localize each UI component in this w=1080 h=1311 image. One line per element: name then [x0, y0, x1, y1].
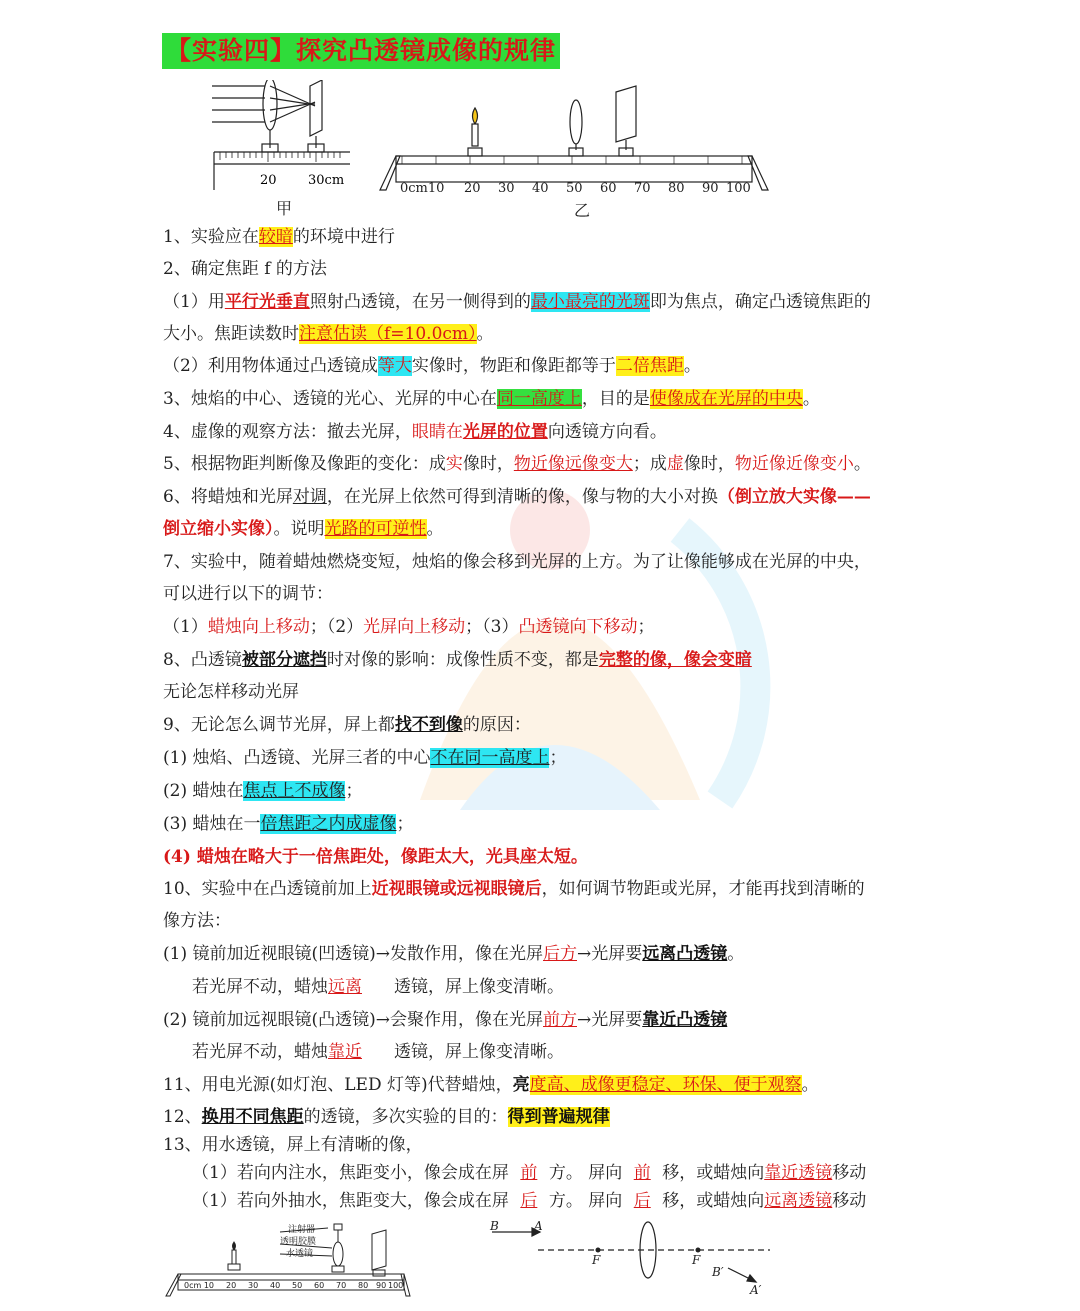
line-27: 11、用电光源(如灯泡、LED 灯等)代替蜡烛，亮度高、成像更稳定、环保、便于观察。: [163, 1075, 819, 1095]
bench-label-water-lens: 水透镜: [286, 1249, 314, 1259]
ray-label-b-prime: B′: [712, 1265, 724, 1279]
ray-label-a-prime: A′: [750, 1283, 762, 1297]
ray-label-b: B: [490, 1219, 499, 1233]
line-19: (3) 蜡烛在一倍焦距之内成虚像；: [163, 814, 414, 834]
bench-ruler-60: 60: [314, 1281, 325, 1290]
bench-ruler-20: 20: [226, 1281, 237, 1290]
ray-label-f-left: F: [592, 1253, 601, 1267]
figure-jia-diagram: [210, 80, 360, 195]
line-23: (1) 镜前加近视眼镜(凹透镜)→发散作用，像在光屏后方→光屏要远离凸透镜。: [163, 944, 745, 964]
line-25: (2) 镜前加远视眼镜(凸透镜)→会聚作用，像在光屏前方→光屏要靠近凸透镜: [163, 1010, 728, 1030]
jia-ruler-label-30: 30cm: [308, 173, 345, 188]
line-31: （1）若向外抽水，焦距变大，像会成在屏 后 方。 屏向 后 移，或蜡烛向远离透镜移动: [192, 1191, 867, 1211]
line-16: 9、无论怎么调节光屏，屏上都找不到像的原因：: [163, 715, 531, 735]
yi-ruler-label-40: 40: [532, 181, 549, 196]
line-17: (1) 烛焰、凸透镜、光屏三者的中心不在同一高度上；: [163, 748, 567, 768]
line-8: 5、根据物距判断像及像距的变化：成实像时，物近像远像变大；成虚像时，物近像近像变小。: [163, 454, 871, 474]
line-9: 6、将蜡烛和光屏对调，在光屏上依然可得到清晰的像，像与物的大小对换（倒立放大实像——: [163, 487, 871, 507]
line-30: （1）若向内注水，焦距变小，像会成在屏 前 方。 屏向 前 移，或蜡烛向靠近透镜移动: [192, 1163, 867, 1183]
line-24: 若光屏不动，蜡烛远离 透镜，屏上像变清晰。: [192, 977, 564, 997]
line-15: 无论怎样移动光屏: [163, 682, 299, 702]
bench-ruler-70: 70: [336, 1281, 347, 1290]
figure-water-lens-bench: [162, 1220, 412, 1300]
line-21: 10、实验中在凸透镜前加上近视眼镜或远视眼镜后，如何调节物距或光屏，才能再找到清晰的: [163, 879, 865, 899]
bench-ruler-80: 80: [358, 1281, 369, 1290]
line-1: 1、实验应在较暗的环境中进行: [163, 227, 395, 247]
yi-ruler-label-100: 100: [726, 181, 751, 196]
yi-ruler-label-60: 60: [600, 181, 617, 196]
ray-label-a: A: [534, 1219, 543, 1233]
bench-ruler-30: 30: [248, 1281, 259, 1290]
line-12: 可以进行以下的调节：: [163, 584, 333, 604]
line-11: 7、实验中，随着蜡烛燃烧变短，烛焰的像会移到光屏的上方。为了让像能够成在光屏的中央，: [163, 552, 871, 572]
line-18: (2) 蜡烛在焦点上不成像；: [163, 781, 363, 801]
yi-ruler-label-50: 50: [566, 181, 583, 196]
bench-ruler-40: 40: [270, 1281, 281, 1290]
figure-yi-diagram: [378, 82, 778, 197]
line-20: (4) 蜡烛在略大于一倍焦距处，像距太大，光具座太短。: [163, 847, 588, 867]
line-4: 大小。焦距读数时注意估读（f=10.0cm）。: [163, 324, 494, 344]
figure-ray-diagram: [488, 1218, 788, 1298]
yi-ruler-label-0: 0cm10: [400, 181, 445, 196]
line-2: 2、确定焦距 f 的方法: [163, 259, 327, 279]
line-14: 8、凸透镜被部分遮挡时对像的影响：成像性质不变，都是完整的像，像会变暗: [163, 650, 752, 670]
yi-ruler-label-20: 20: [464, 181, 481, 196]
bench-ruler-90: 90: [376, 1281, 387, 1290]
yi-ruler-label-70: 70: [634, 181, 651, 196]
line-26: 若光屏不动，蜡烛靠近 透镜，屏上像变清晰。: [192, 1042, 564, 1062]
yi-ruler-label-30: 30: [498, 181, 515, 196]
line-13: （1）蜡烛向上移动；（2）光屏向上移动；（3）凸透镜向下移动；: [163, 617, 655, 637]
bench-ruler-100: 100: [388, 1281, 404, 1290]
ray-label-f-right: F: [692, 1253, 701, 1267]
line-5: （2）利用物体通过凸透镜成等大实像时，物距和像距都等于二倍焦距。: [163, 356, 701, 376]
figure-jia-label: 甲: [276, 199, 293, 218]
line-28: 12、换用不同焦距的透镜，多次实验的目的：得到普遍规律: [163, 1107, 610, 1127]
line-6: 3、烛焰的中心、透镜的光心、光屏的中心在同一高度上，目的是使像成在光屏的中央。: [163, 389, 820, 409]
line-3: （1）用平行光垂直照射凸透镜，在另一侧得到的最小最亮的光斑即为焦点，确定凸透镜焦距的: [163, 292, 871, 312]
bench-label-syringe: 注射器: [288, 1225, 316, 1235]
yi-ruler-label-90: 90: [702, 181, 719, 196]
bench-label-film: 透明胶膜: [280, 1237, 317, 1247]
line-29: 13、用水透镜，屏上有清晰的像，: [163, 1135, 423, 1155]
yi-ruler-label-80: 80: [668, 181, 685, 196]
bench-ruler-50: 50: [292, 1281, 303, 1290]
figure-yi-label: 乙: [574, 201, 591, 220]
page-title: 【实验四】探究凸透镜成像的规律: [162, 33, 560, 69]
line-22: 像方法：: [163, 911, 231, 931]
line-10: 倒立缩小实像）。说明光路的可逆性。: [163, 519, 444, 539]
jia-ruler-label-20: 20: [260, 173, 277, 188]
line-7: 4、虚像的观察方法：撤去光屏，眼睛在光屏的位置向透镜方向看。: [163, 422, 667, 442]
bench-ruler-0: 0cm 10: [184, 1281, 215, 1290]
